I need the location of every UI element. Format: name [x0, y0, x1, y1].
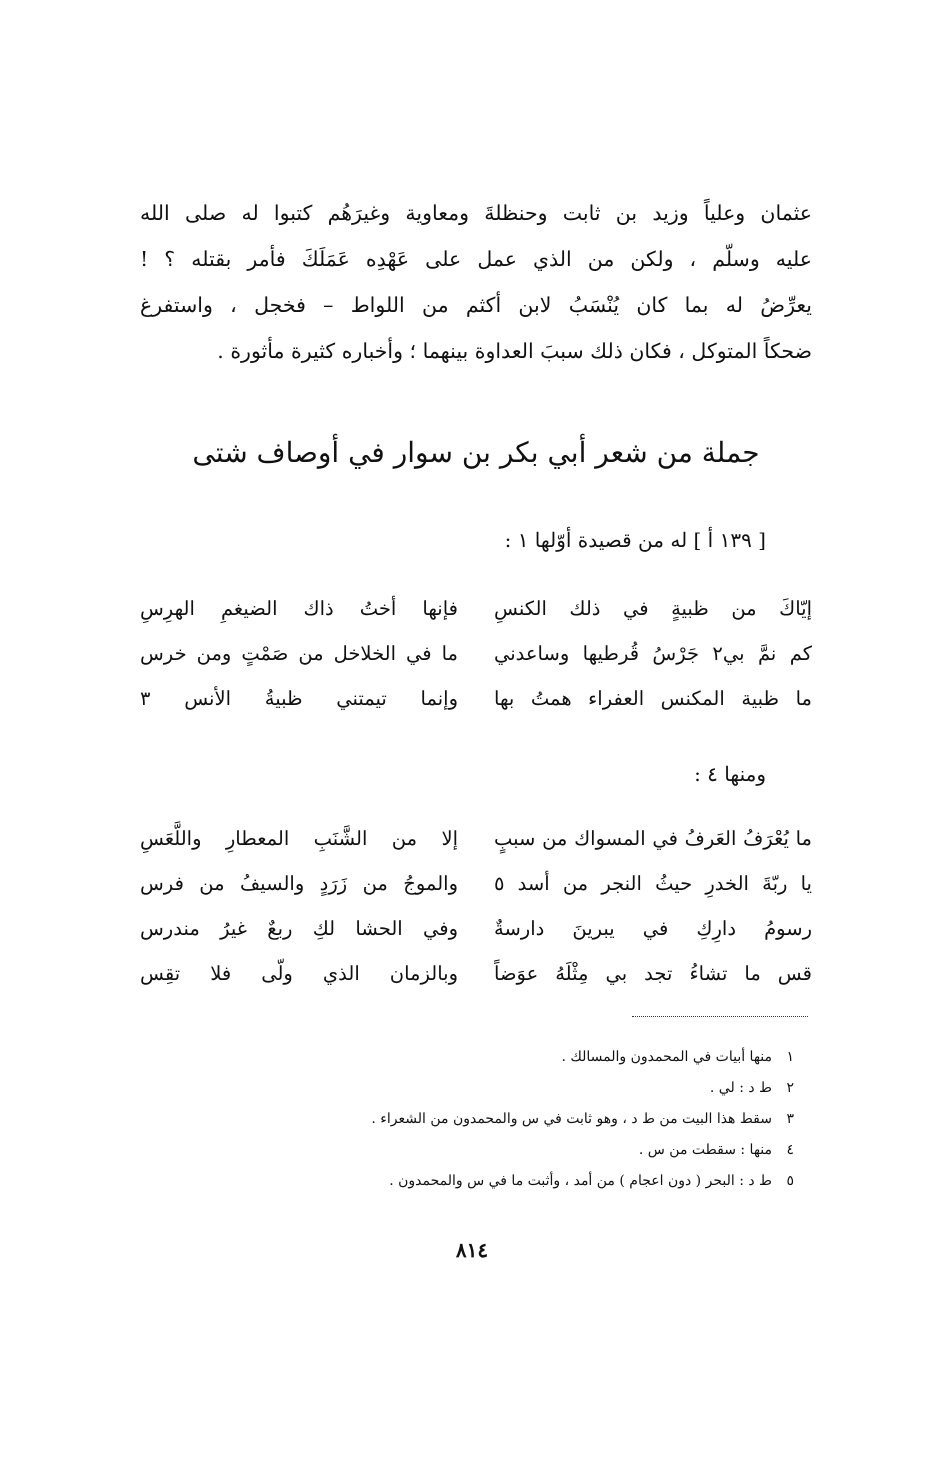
footnote [234, 1166, 794, 1197]
footnote-number: ٥ [786, 1173, 794, 1189]
second-hemistich: وفي الحشا لكِ ربعٌ غيرُ مندرس [140, 917, 458, 940]
footnote-text: منها : سقطت من س . [638, 1142, 772, 1158]
second-hemistich: فإنها أختُ ذاك الضيغمِ الهرِسِ [140, 597, 458, 620]
footnote-number: ٣ [786, 1111, 794, 1127]
footnote-text: سقط هذا البيت من ط د ، وهو ثابت في س والمحمدون من الشعراء . [371, 1111, 772, 1127]
verse-line [140, 631, 812, 676]
second-hemistich: وإنما تيمتني ظبيةُ الأنس ٣ [140, 687, 458, 710]
verse-line [140, 951, 812, 996]
footnote-divider [632, 1016, 808, 1017]
first-hemistich: كم نمَّ بي٢ جَرْسُ قُرطيها وساعدني [494, 642, 812, 665]
page-number: ٨١٤ [455, 1238, 489, 1262]
footnote [234, 1073, 794, 1104]
poem-intro: [ ١٣٩ أ ] له من قصيدة أوّلها ١ : [504, 528, 766, 552]
verse-line [140, 676, 812, 721]
footnote-text: ط د : لي . [709, 1080, 772, 1096]
second-hemistich: والموجُ من زَرَدٍ والسيفُ من فرس [140, 872, 458, 895]
first-hemistich: ما يُعْرَفُ العَرفُ في المسواك من سببٍ [494, 827, 812, 850]
footnote-text: ط د : البحر ( دون اعجام ) من أمد ، وأثبت ما في س والمحمدون . [389, 1173, 772, 1189]
first-hemistich: رسومُ دارِكِ في يبرينَ دارسةٌ [494, 917, 812, 940]
footnote-number: ١ [786, 1049, 794, 1065]
verse-line [140, 586, 812, 631]
poem-block [140, 586, 812, 721]
verse-line [140, 906, 812, 951]
prose-line: عليه وسلّم ، ولكن من الذي عمل على عَهْدِه عَمَلَكَ فأمر بقتله ؟ ! [140, 247, 812, 271]
second-hemistich: وبالزمان الذي ولّى فلا تقِس [140, 962, 458, 985]
footnote-number: ٤ [786, 1142, 794, 1158]
poem-block [140, 816, 812, 996]
prose-paragraph [140, 190, 812, 374]
poem-intro: ومنها ٤ : [694, 762, 766, 786]
verse-line [140, 861, 812, 906]
prose-line: عثمان وعلياً وزيد بن ثابت وحنظلةَ ومعاوية وغيرَهُم كتبوا له صلى الله [140, 201, 812, 225]
footnote [234, 1135, 794, 1166]
section-heading: جملة من شعر أبي بكر بن سوار في أوصاف شتى [192, 436, 760, 469]
prose-line: يعرِّضُ له بما كان يُنْسَبُ لابن أكثم من اللواط – فخجل ، واستفرغ [140, 293, 812, 317]
footnote-text: منها أبيات في المحمدون والمسالك . [561, 1049, 772, 1065]
prose-line: ضحكاً المتوكل ، فكان ذلك سببَ العداوة بينهما ؛ وأخباره كثيرة مأثورة . [217, 339, 812, 363]
footnotes [234, 1042, 794, 1197]
footnote-number: ٢ [786, 1080, 794, 1096]
footnote [234, 1104, 794, 1135]
first-hemistich: قس ما تشاءُ تجد بي مِثْلَهُ عوَضاً [494, 962, 812, 985]
first-hemistich: ما ظبية المكنس العفراء همتُ بها [494, 687, 812, 710]
verse-line [140, 816, 812, 861]
first-hemistich: يا ربّةَ الخدرِ حيثُ النجر من أسد ٥ [494, 872, 812, 895]
first-hemistich: إيّاكَ من ظبيةٍ في ذلك الكنسِ [494, 597, 812, 620]
footnote [234, 1042, 794, 1073]
second-hemistich: ما في الخلاخل من صَمْتٍ ومن خرس [140, 642, 458, 665]
second-hemistich: إلا من الشَّنَبِ المعطارِ واللَّعَسِ [140, 827, 458, 850]
